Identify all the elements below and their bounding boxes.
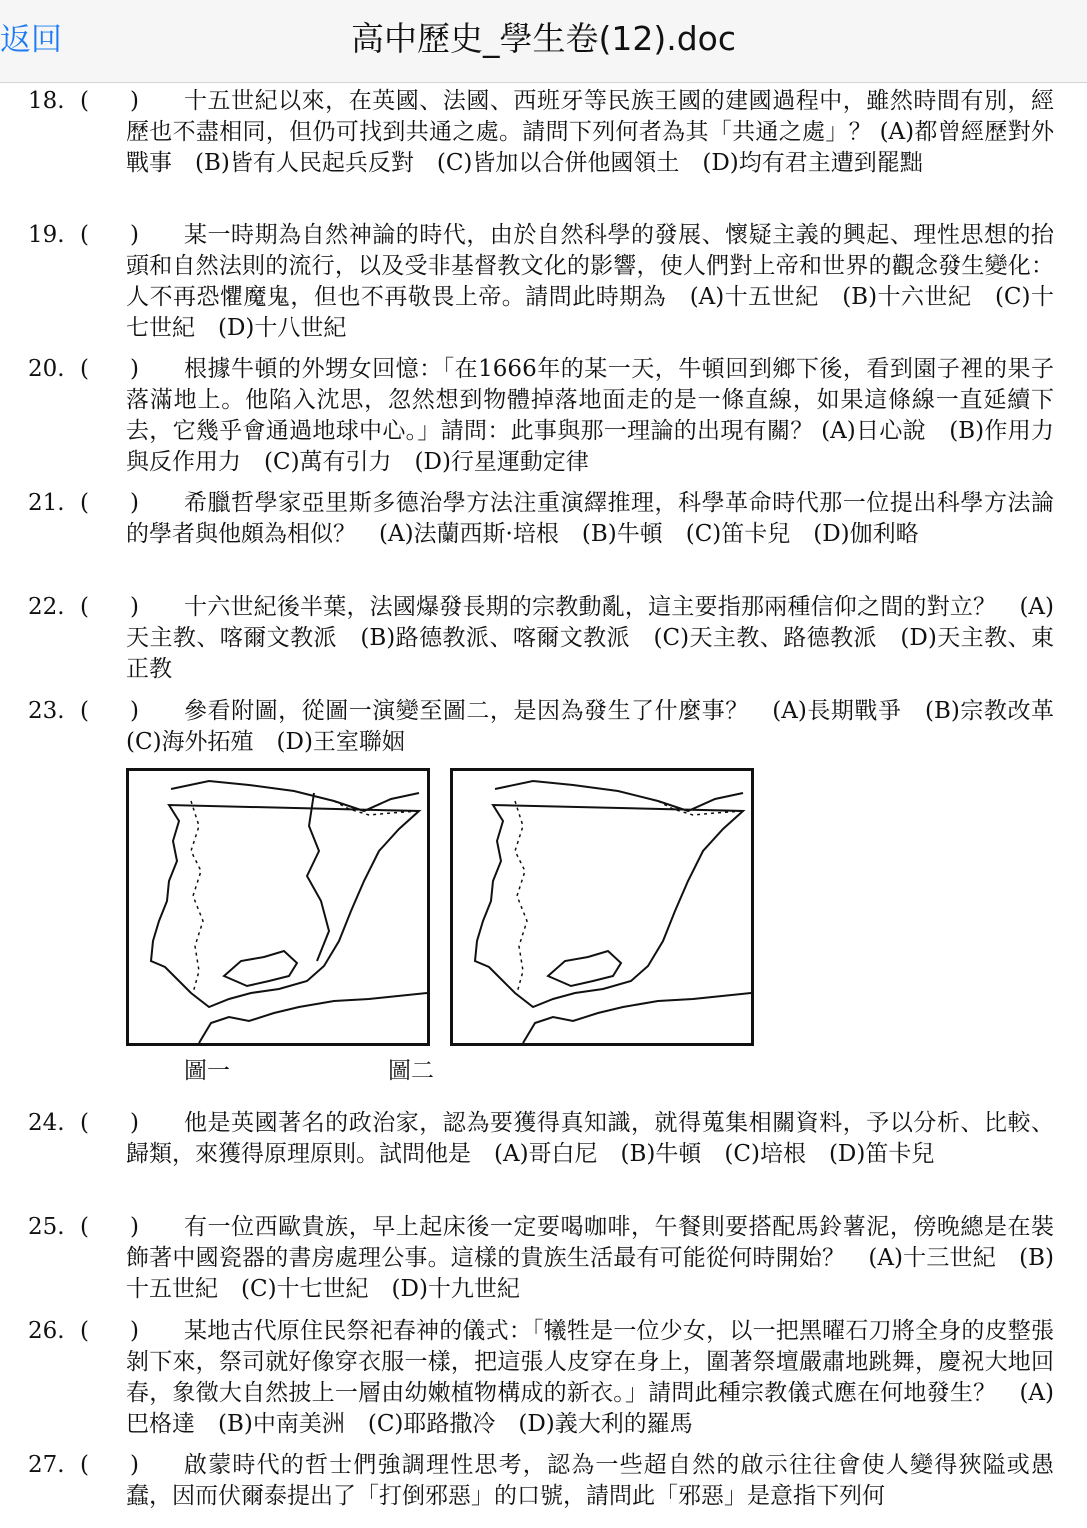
question-text: 十五世紀以來，在英國、法國、西班牙等民族王國的建國過程中，雖然時間有別，經歷也不盡相同，但仍可找到共通之處。請問下列何者為其「共通之處」？ (A)都曾經歷對外戰事 (B)皆有人民起兵反對 (C)皆加以合併他國領土 (D)均有君主遭到罷黜: [126, 88, 1054, 176]
question-text: 參看附圖，從圖一演變至圖二，是因為發生了什麼事？ (A)長期戰爭 (B)宗教改革 (C)海外拓殖 (D)王室聯姻: [126, 698, 1077, 755]
question-number: 26.: [28, 1318, 65, 1344]
question-text: 某一時期為自然神論的時代，由於自然科學的發展、懷疑主義的興起、理性思想的抬頭和自然法則的流行，以及受非基督教文化的影響，使人們對上帝和世界的觀念發生變化：人不再恐懼魔鬼，但也不再敬畏上帝。請問此時期為 (A)十五世紀 (B)十六世紀 (C)十七世紀 (D)十八世紀: [126, 222, 1054, 341]
answer-paren-close: ): [130, 1110, 139, 1136]
answer-paren-open: (: [80, 1214, 89, 1240]
iberia-map-2: [453, 771, 751, 1043]
question-19: [0, 220, 1087, 346]
question-23: [0, 696, 1087, 760]
question-text: 希臘哲學家亞里斯多德治學方法注重演繹推理，科學革命時代那一位提出科學方法論的學者與他頗為相似？ (A)法蘭西斯·培根 (B)牛頓 (C)笛卡兒 (D)伽利略: [126, 490, 1054, 547]
question-25: [0, 1212, 1087, 1308]
question-text: 啟蒙時代的哲士們強調理性思考，認為一些超自然的啟示往往會使人變得狹隘或愚蠢，因而伏爾泰提出了「打倒邪惡」的口號，請問此「邪惡」是意指下列何: [126, 1452, 1054, 1509]
map-caption-1: 圖一: [184, 1058, 230, 1084]
question-number: 23.: [28, 698, 65, 724]
question-number: 20.: [28, 356, 65, 382]
iberia-map-1: [129, 771, 427, 1043]
document-title: 高中歷史_學生卷(12).doc: [350, 19, 736, 58]
question-number: 27.: [28, 1452, 65, 1478]
question-number: 18.: [28, 88, 65, 114]
answer-paren-close: ): [130, 88, 139, 114]
answer-paren-open: (: [80, 1452, 89, 1478]
question-24: [0, 1108, 1087, 1204]
answer-paren-open: (: [80, 222, 89, 248]
answer-paren-open: (: [80, 594, 89, 620]
answer-paren-close: ): [130, 1452, 139, 1478]
answer-paren-close: ): [130, 594, 139, 620]
answer-paren-close: ): [130, 490, 139, 516]
answer-paren-open: (: [80, 356, 89, 382]
question-18: [0, 86, 1087, 212]
map-figure-1: [126, 768, 430, 1046]
answer-paren-open: (: [80, 698, 89, 724]
question-26: [0, 1316, 1087, 1442]
question-number: 19.: [28, 222, 65, 248]
question-text: 十六世紀後半葉，法國爆發長期的宗教動亂，這主要指那兩種信仰之間的對立？ (A)天主教、喀爾文教派 (B)路德教派、喀爾文教派 (C)天主教、路德教派 (D)天主教、東正教: [126, 594, 1054, 682]
answer-paren-open: (: [80, 490, 89, 516]
answer-paren-close: ): [130, 222, 139, 248]
question-number: 21.: [28, 490, 65, 516]
question-number: 24.: [28, 1110, 65, 1136]
toolbar: [0, 0, 1087, 83]
question-27: [0, 1450, 1087, 1520]
map-figure: [126, 768, 1087, 1108]
answer-paren-open: (: [80, 1110, 89, 1136]
question-22: [0, 592, 1087, 688]
question-20: [0, 354, 1087, 480]
question-number: 25.: [28, 1214, 65, 1240]
answer-paren-open: (: [80, 88, 89, 114]
answer-paren-close: ): [130, 698, 139, 724]
back-button[interactable]: 返回: [0, 22, 62, 58]
question-number: 22.: [28, 594, 65, 620]
question-text: 有一位西歐貴族，早上起床後一定要喝咖啡，午餐則要搭配馬鈴薯泥，傍晚總是在裝飾著中國瓷器的書房處理公事。這樣的貴族生活最有可能從何時開始？ (A)十三世紀 (B)十五世紀 (C)十七世紀 (D)十九世紀: [126, 1214, 1054, 1302]
question-text: 某地古代原住民祭祀春神的儀式：「犧牲是一位少女，以一把黑曜石刀將全身的皮整張剝下來，祭司就好像穿衣服一樣，把這張人皮穿在身上，圍著祭壇嚴肅地跳舞，慶祝大地回春，象徵大自然披上一層由幼嫩植物構成的新衣。」請問此種宗教儀式應在何地發生？ (A)巴格達 (B)中南美洲 (C)耶路撒冷 (D)義大利的羅馬: [126, 1318, 1054, 1437]
answer-paren-close: ): [130, 356, 139, 382]
map-figure-2: [450, 768, 754, 1046]
question-text: 他是英國著名的政治家，認為要獲得真知識，就得蒐集相關資料，予以分析、比較、歸類，來獲得原理原則。試問他是 (A)哥白尼 (B)牛頓 (C)培根 (D)笛卡兒: [126, 1110, 1054, 1167]
question-text: 根據牛頓的外甥女回憶：「在1666年的某一天，牛頓回到鄉下後，看到園子裡的果子落滿地上。他陷入沈思，忽然想到物體掉落地面走的是一條直線，如果這條線一直延續下去，它幾乎會通過地球中心。」請問：此事與那一理論的出現有關？ (A)日心說 (B)作用力與反作用力 (C)萬有引力 (D)行星運動定律: [126, 356, 1054, 475]
answer-paren-close: ): [130, 1214, 139, 1240]
answer-paren-open: (: [80, 1318, 89, 1344]
question-21: [0, 488, 1087, 584]
answer-paren-close: ): [130, 1318, 139, 1344]
document-body[interactable]: [0, 86, 1087, 1528]
map-caption-2: 圖二: [388, 1058, 434, 1084]
